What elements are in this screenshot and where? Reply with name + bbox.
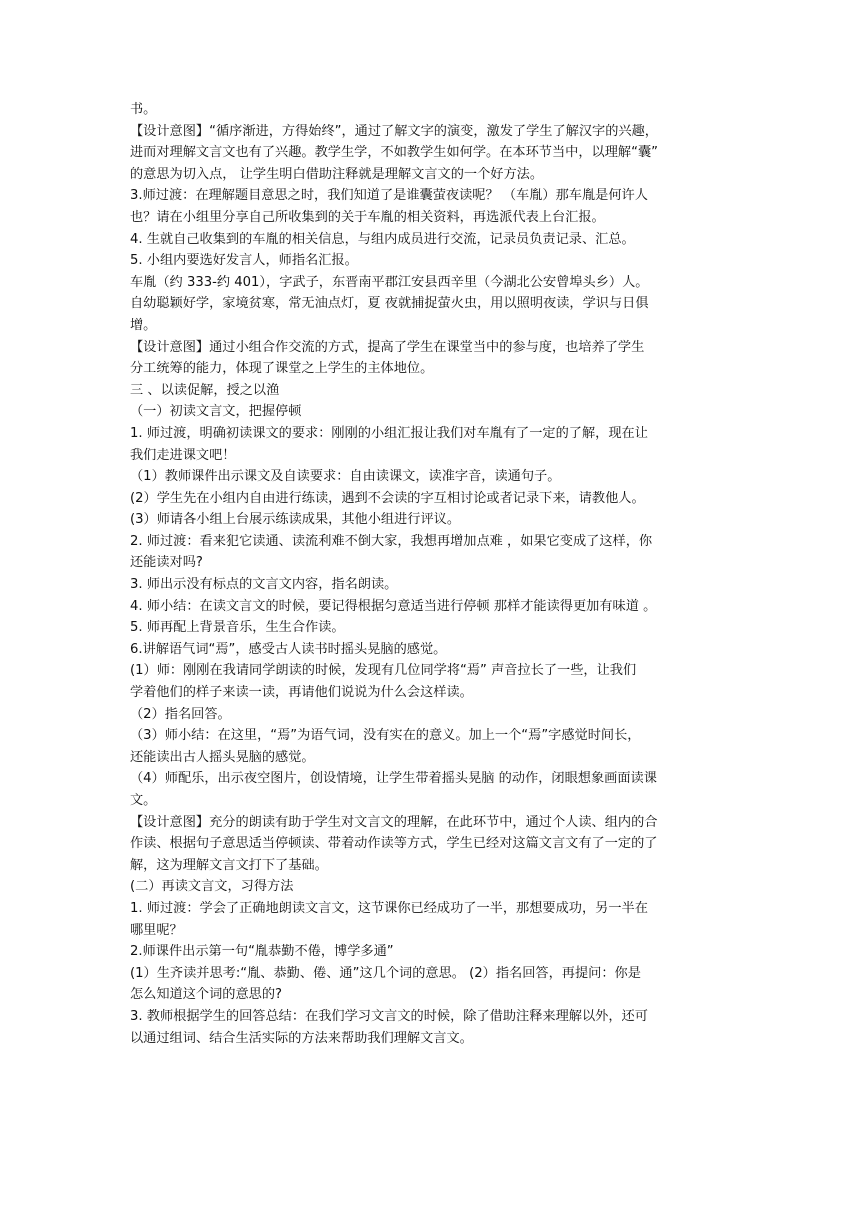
text-line: 3. 师出示没有标点的文言文内容，指名朗读。 <box>130 577 398 593</box>
text-line: (1）生齐读并思考:“胤、恭勤、倦、通”这几个词的意思。 (2）指名回答，再提问：你是 <box>130 965 641 981</box>
text-line: 【设计意图】通过小组合作交流的方式，提高了学生在课堂当中的参与度，也培养了学生 <box>130 339 645 355</box>
text-line: 5. 小组内要选好发言人，师指名汇报。 <box>130 253 358 269</box>
text-line: 我们走进课文吧！ <box>130 447 236 463</box>
text-line: 自幼聪颖好学，家境贫寒，常无油点灯，夏 夜就捕捉萤火虫，用以照明夜读，学识与日俱 <box>130 296 649 312</box>
text-line: 2. 师过渡：看来犯它读通、读流利难不倒大家，我想再增加点难 ，如果它变成了这样，你 <box>130 533 653 549</box>
text-line: 书。 <box>130 102 157 117</box>
section-heading: 三 、以读促解，授之以渔 <box>130 382 280 398</box>
text-line: 学着他们的样子来读一读，再请他们说说为什么会这样读。 <box>130 685 473 701</box>
text-line: 进而对理解文言文也有了兴趣。教学生学，不如教学生如何学。在本环节当中，以理解“囊” <box>130 145 658 161</box>
text-line: 解，这为理解文言文打下了基础。 <box>130 857 328 873</box>
text-line: （3）师小结：在这里，“焉”为语气词，没有实在的意义。加上一个“焉”字感觉时间长， <box>130 728 641 744</box>
text-line: 还能读出古人摇头晃脑的感觉。 <box>130 749 315 765</box>
text-line: 怎么知道这个词的意思的? <box>130 987 283 1003</box>
text-line: 还能读对吗? <box>130 555 203 571</box>
text-line: 4. 生就自己收集到的车胤的相关信息，与组内成员进行交流，记录员负责记录、汇总。 <box>130 231 635 247</box>
text-line: 6.讲解语气词“焉”，感受古人读书时摇头晃脑的感觉。 <box>130 641 447 657</box>
text-line: 哪里呢？ <box>130 922 183 938</box>
text-line: 车胤（约 333-约 401），字武子，东晋南平郡江安县西辛里（今湖北公安曾埠头乡）人。 <box>130 274 649 290</box>
text-line: (1）师：刚刚在我请同学朗读的时候，发现有几位同学将“焉” 声音拉长了一些，让我们 <box>130 663 637 679</box>
text-line: 3.师过渡：在理解题目意思之时，我们知道了是谁囊萤夜读呢？ （车胤）那车胤是何许人 <box>130 188 648 204</box>
text-line: 的意思为切入点， 让学生明白借助注释就是理解文言文的一个好方法。 <box>130 166 544 182</box>
text-line: 5. 师再配上背景音乐，生生合作读。 <box>130 620 345 636</box>
text-line: （4）师配乐，出示夜空图片，创设情境，让学生带着摇头晃脑 的动作，闭眼想象画面读课 <box>130 771 657 787</box>
text-line: (2）学生先在小组内自由进行练读，遇到不会读的字互相讨论或者记录下来，请教他人。 <box>130 490 645 506</box>
document-page <box>130 99 732 1049</box>
text-line: （1）教师课件出示课文及自读要求：自由读课文，读准字音，读通句子。 <box>130 469 561 485</box>
text-line: 增。 <box>130 317 157 333</box>
text-line: 4. 师小结：在读文言文的时候，要记得根据匀意适当进行停顿 那样才能读得更加有味道 。 <box>130 598 657 614</box>
text-line: 作读、根据句子意思适当停顿读、带着动作读等方式，学生已经对这篇文言文有了一定的了 <box>130 836 658 852</box>
subsection-heading: （一）初读文言文，把握停顿 <box>130 404 302 420</box>
text-line: 文。 <box>130 793 157 808</box>
text-line: （2）指名回答。 <box>130 706 231 722</box>
text-line: 分工统筹的能力，体现了课堂之上学生的主体地位。 <box>130 361 434 377</box>
text-line: 1. 师过渡，明确初读课文的要求：刚刚的小组汇报让我们对车胤有了一定的了解，现在让 <box>130 425 648 441</box>
text-line: 2.师课件出示第一句“胤恭勤不倦，博学多通” <box>130 944 394 960</box>
text-line: 【设计意图】“循序渐进，方得始终”，通过了解文字的演变，激发了学生了解汉字的兴趣， <box>130 123 658 139</box>
text-line: (3）师请各小组上台展示练读成果，其他小组进行评议。 <box>130 512 461 528</box>
text-line: 【设计意图】充分的朗读有助于学生对文言文的理解，在此环节中，通过个人读、组内的合 <box>130 814 658 830</box>
subsection-heading: (二）再读文言文，习得方法 <box>130 879 294 895</box>
text-line: 也？请在小组里分享自己所收集到的关于车胤的相关资料，再选派代表上台汇报。 <box>130 209 605 225</box>
text-line: 1. 师过渡：学会了正确地朗读文言文，这节课你已经成功了一半，那想要成功，另一半在 <box>130 900 648 916</box>
text-line: 以通过组词、结合生活实际的方法来帮助我们理解文言文。 <box>130 1030 473 1046</box>
text-line: 3. 教师根据学生的回答总结：在我们学习文言文的时候，除了借助注释来理解以外，还可 <box>130 1008 648 1024</box>
